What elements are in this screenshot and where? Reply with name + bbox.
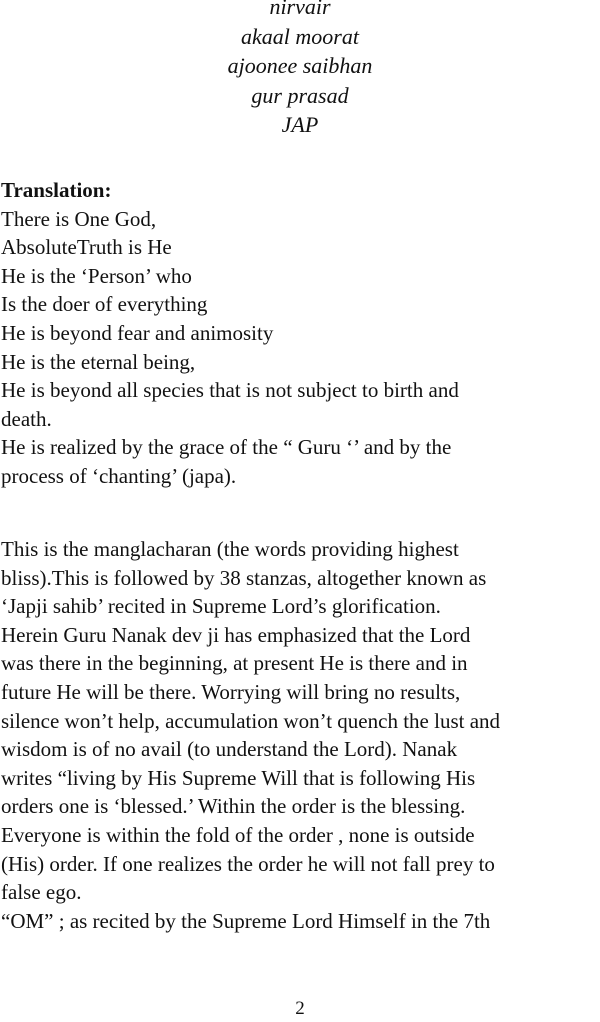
translation-line: He is the eternal being, xyxy=(1,349,196,374)
invocation-line: JAP xyxy=(281,112,319,137)
invocation-line: gur prasad xyxy=(251,82,349,108)
paragraph-line: writes “living by His Supreme Will that is following His xyxy=(1,765,476,790)
translation-line: AbsoluteTruth is He xyxy=(1,235,172,260)
paragraph-line: wisdom is of no avail (to understand the Lord). Nanak xyxy=(1,737,458,762)
paragraph-line: silence won’t help, accumulation won’t quench the lust and xyxy=(1,708,501,733)
translation-line: He is beyond all species that is not subject to birth and xyxy=(1,378,459,403)
invocation-verse xyxy=(0,0,600,140)
paragraph-line: was there in the beginning, at present He is there and in xyxy=(1,651,468,676)
translation-heading: Translation: xyxy=(1,178,112,202)
paragraph-line: “OM” ; as recited by the Supreme Lord Himself in the 7th xyxy=(1,908,491,933)
paragraph-line: ‘Japji sahib’ recited in Supreme Lord’s glorification. xyxy=(1,594,441,619)
translation-line: There is One God, xyxy=(1,206,157,231)
translation-line: He is beyond fear and animosity xyxy=(1,320,274,345)
translation-section xyxy=(1,176,599,491)
paragraph-line: orders one is ‘blessed.’ Within the order is the blessing. xyxy=(1,794,466,819)
invocation-line: nirvair xyxy=(269,0,331,19)
paragraph-line: false ego. xyxy=(1,880,82,905)
paragraph-line: future He will be there. Worrying will bring no results, xyxy=(1,679,461,704)
invocation-line: ajoonee saibhan xyxy=(227,53,373,78)
paragraph-line: Everyone is within the fold of the order , none is outside xyxy=(1,822,475,847)
commentary-paragraph xyxy=(1,535,599,935)
translation-line: Is the doer of everything xyxy=(1,292,208,317)
translation-line: death. xyxy=(1,406,52,431)
paragraph-line: bliss).This is followed by 38 stanzas, altogether known as xyxy=(1,565,487,590)
paragraph-line: Herein Guru Nanak dev ji has emphasized that the Lord xyxy=(1,622,471,647)
page-number: 2 xyxy=(295,998,305,1019)
translation-line: He is the ‘Person’ who xyxy=(1,263,192,288)
invocation-line: akaal moorat xyxy=(241,23,359,49)
translation-line: process of ‘chanting’ (japa). xyxy=(1,463,237,488)
paragraph-line: (His) order. If one realizes the order he will not fall prey to xyxy=(1,851,495,876)
translation-line: He is realized by the grace of the “ Guru ‘’ and by the xyxy=(1,435,452,460)
paragraph-line: This is the manglacharan (the words providing highest xyxy=(1,537,459,561)
